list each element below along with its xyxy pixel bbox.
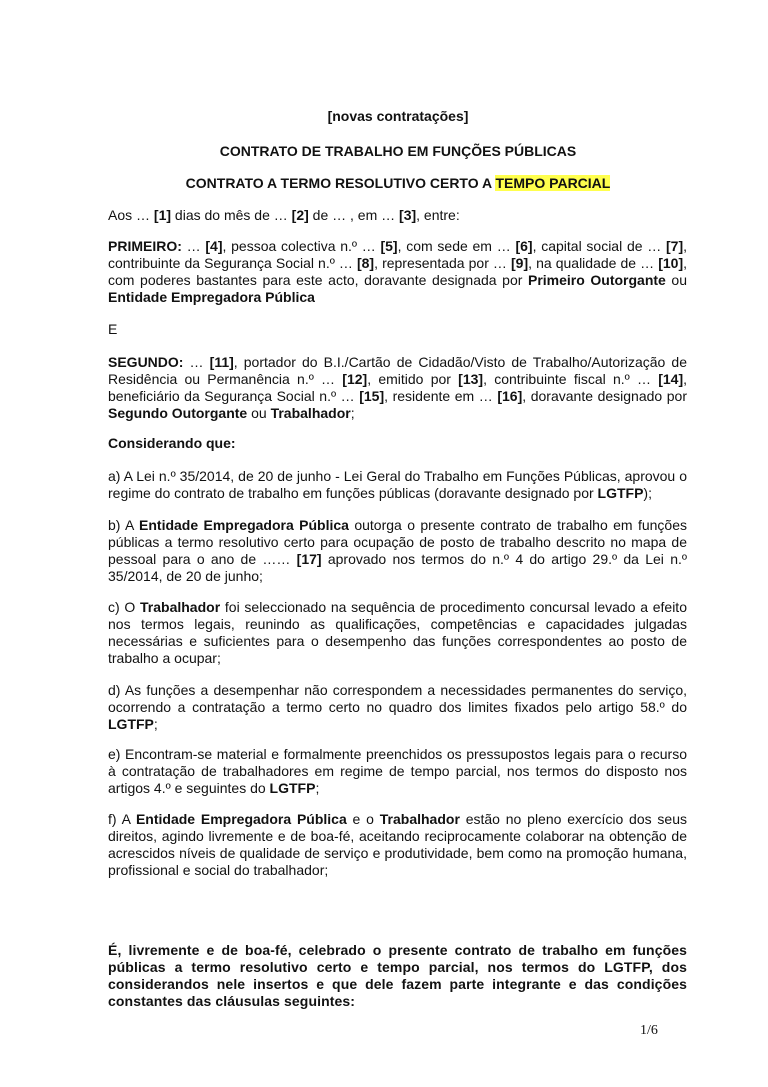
subtitle-text: CONTRATO A TERMO RESOLUTIVO CERTO A — [185, 175, 496, 191]
clause-f: f) A Entidade Empregadora Pública e o Trabalhador estão no pleno exercício dos seus direitos, agindo livremente e de boa-fé, aceitando reciprocamente colaborar na obtenção de acrescidos níveis de qualidade de serviço e produtividade, bem como na promoção humana, profissional e social do trabalhador; — [108, 811, 688, 878]
primeiro-paragraph: PRIMEIRO: … [4], pessoa colectiva n.º … [5], com sede em … [6], capital social de … [7], contribuinte da Segurança Social n.º … [8], representada por … [9], na qualidade de … [10], com poderes bastantes para este acto, doravante designada por Primeiro Outorgante ou Entidade Empregadora Pública — [108, 238, 688, 305]
document-tag: [novas contratações] — [327, 108, 469, 124]
clause-e: e) Encontram-se material e formalmente preenchidos os pressupostos legais para o recurso à contratação de trabalhadores em regime de tempo parcial, nos termos do disposto nos artigos 4.º e seguintes do LGTFP; — [108, 746, 687, 796]
clause-c: c) O Trabalhador foi seleccionado na sequência de procedimento concursal levado a efeito nos termos legais, reunindo as qualificações, competências e capacidades julgadas necessárias e suficientes para o desempenho das funções correspondentes ao posto de trabalho a ocupar; — [108, 599, 687, 666]
page-number: 1/6 — [640, 1023, 658, 1038]
clause-b: b) A Entidade Empregadora Pública outorga o presente contrato de trabalho em funções públicas a termo resolutivo certo para ocupação de posto de trabalho descrito no mapa de pessoal para o ano de …… [17] aprovado nos termos do n.º 4 do artigo 29.º da Lei n.º 35/2014, de 20 de junho; — [108, 517, 688, 584]
document-title: CONTRATO DE TRABALHO EM FUNÇÕES PÚBLICAS — [219, 143, 577, 159]
document-subtitle — [108, 175, 688, 191]
intro-paragraph: Aos … [1] dias do mês de … [2] de … , em … [3], entre: — [108, 207, 460, 223]
considerando-heading: Considerando que: — [108, 435, 236, 451]
subtitle-highlight: TEMPO PARCIAL — [495, 175, 611, 191]
e-separator: E — [108, 321, 118, 337]
final-clause: É, livremente e de boa-fé, celebrado o presente contrato de trabalho em funções públicas a termo resolutivo certo e tempo parcial, nos termos do LGTFP, dos considerandos nele insertos e que dele fazem parte integrante e das condições constantes das cláusulas seguintes: — [108, 942, 687, 1009]
clause-a: a) A Lei n.º 35/2014, de 20 de junho - Lei Geral do Trabalho em Funções Públicas, aprovou o regime do contrato de trabalho em funções públicas (doravante designado por LGTFP); — [108, 468, 687, 501]
segundo-paragraph: SEGUNDO: … [11], portador do B.I./Cartão de Cidadão/Visto de Trabalho/Autorização de Residência ou Permanência n.º … [12], emitido por [13], contribuinte fiscal n.º … [14], beneficiário da Segurança Social n.º … [15], residente em … [16], doravante designado por Segundo Outorgante ou Trabalhador; — [108, 354, 688, 421]
clause-d: d) As funções a desempenhar não correspondem a necessidades permanentes do serviço, ocorrendo a contratação a termo certo no quadro dos limites fixados pelo artigo 58.º do LGTFP; — [108, 682, 687, 732]
